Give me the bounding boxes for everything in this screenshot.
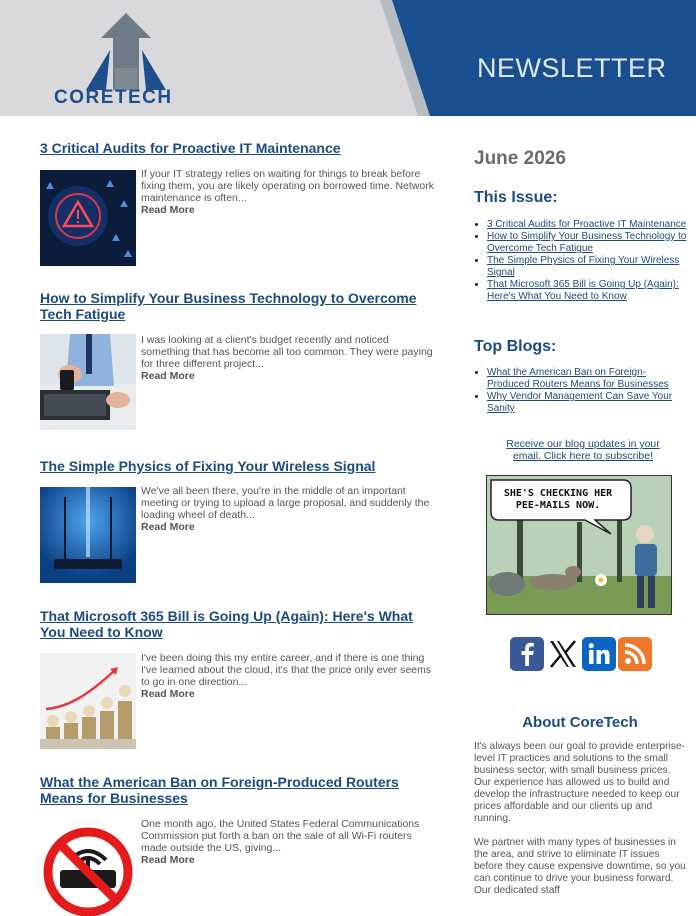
article-card — [40, 458, 440, 533]
about-paragraph: It's always been our goal to provide enterprise-level IT practices and solutions to the small business sector, with small business prices. Our experience has allowed us to build and develop the infrastructure needed to keep our prices affordable and our clients up and running. — [474, 741, 685, 824]
this-issue-list — [474, 219, 687, 303]
logo-wordmark: CORETECH — [54, 87, 173, 108]
comic-strip — [486, 475, 672, 615]
list-item — [487, 279, 687, 303]
this-issue-link[interactable]: That Microsoft 365 Bill is Going Up (Again): Here's What You Need to Know — [487, 279, 679, 302]
list-item — [487, 219, 687, 231]
article-excerpt: I've been doing this my entire career, and if there is one thing I've learned about the cloud, it's that the price only ever seems to go in one direction... — [141, 652, 432, 688]
article-excerpt: I was looking at a client's budget recently and noticed something that has become all too common. They were paying for three different project... — [141, 334, 433, 370]
list-item — [487, 367, 687, 391]
linkedin-icon[interactable] — [582, 637, 616, 671]
subscribe-link[interactable]: Receive our blog updates in your email. Click here to subscribe! — [506, 438, 660, 462]
rss-icon[interactable] — [618, 637, 652, 671]
about-heading: About CoreTech — [522, 714, 638, 731]
read-more-link[interactable]: Read More — [141, 204, 195, 216]
audit-warning-image — [40, 170, 136, 266]
article-card — [40, 608, 440, 700]
top-blogs-heading: Top Blogs: — [474, 338, 557, 355]
article-title-link[interactable]: What the American Ban on Foreign-Produced Routers Means for Businesses — [40, 774, 399, 806]
top-blogs-list — [474, 367, 687, 415]
article-title-link[interactable]: 3 Critical Audits for Proactive IT Maintenance — [40, 140, 341, 156]
top-blog-link[interactable]: Why Vendor Management Can Save Your Sanity — [487, 391, 673, 414]
price-coins-image — [40, 653, 136, 749]
article-excerpt: One month ago, the United States Federal Communications Commission put forth a ban on the sale of all Wi-Fi routers made outside the US, giving... — [141, 818, 420, 854]
article-card — [40, 290, 440, 382]
read-more-link[interactable]: Read More — [141, 370, 195, 382]
router-ban-image — [40, 820, 136, 916]
article-title-link[interactable]: How to Simplify Your Business Technology to Overcome Tech Fatigue — [40, 290, 417, 322]
list-item — [487, 255, 687, 279]
newsletter-title: NEWSLETTER — [477, 53, 667, 83]
issue-month: June 2026 — [474, 148, 566, 169]
read-more-link[interactable]: Read More — [141, 854, 195, 866]
top-blog-link[interactable]: What the American Ban on Foreign-Produced Routers Means for Businesses — [487, 367, 669, 390]
tech-fatigue-image — [40, 334, 136, 430]
read-more-link[interactable]: Read More — [141, 688, 195, 700]
list-item — [487, 391, 687, 415]
facebook-icon[interactable] — [510, 637, 544, 671]
wireless-router-image — [40, 487, 136, 583]
article-excerpt: We've all been there, you're in the middle of an important meeting or trying to upload a large proposal, and suddenly the loading wheel of death... — [141, 485, 430, 521]
comic-caption: SHE'S CHECKING HER PEE-MAILS NOW. — [503, 488, 613, 511]
x-icon[interactable] — [546, 637, 580, 671]
this-issue-link[interactable]: 3 Critical Audits for Proactive IT Maintenance — [487, 219, 687, 230]
newsletter-header — [0, 0, 696, 116]
read-more-link[interactable]: Read More — [141, 521, 195, 533]
this-issue-heading: This Issue: — [474, 189, 558, 206]
this-issue-link[interactable]: How to Simplify Your Business Technology to Overcome Tech Fatigue — [487, 231, 687, 254]
article-title-link[interactable]: That Microsoft 365 Bill is Going Up (Again): Here's What You Need to Know — [40, 608, 413, 640]
this-issue-link[interactable]: The Simple Physics of Fixing Your Wireless Signal — [487, 255, 680, 278]
about-paragraph: We partner with many types of businesses in the area, and strive to eliminate IT issues before they cause expensive downtime, so you can continue to drive your business forward. Our dedicated staff — [474, 837, 686, 896]
article-excerpt: If your IT strategy relies on waiting for things to break before fixing them, you are likely operating on borrowed time. Network maintenance is often... — [141, 168, 434, 204]
article-card — [40, 140, 440, 216]
article-card — [40, 774, 440, 866]
list-item — [487, 231, 687, 255]
article-title-link[interactable]: The Simple Physics of Fixing Your Wireless Signal — [40, 458, 376, 474]
